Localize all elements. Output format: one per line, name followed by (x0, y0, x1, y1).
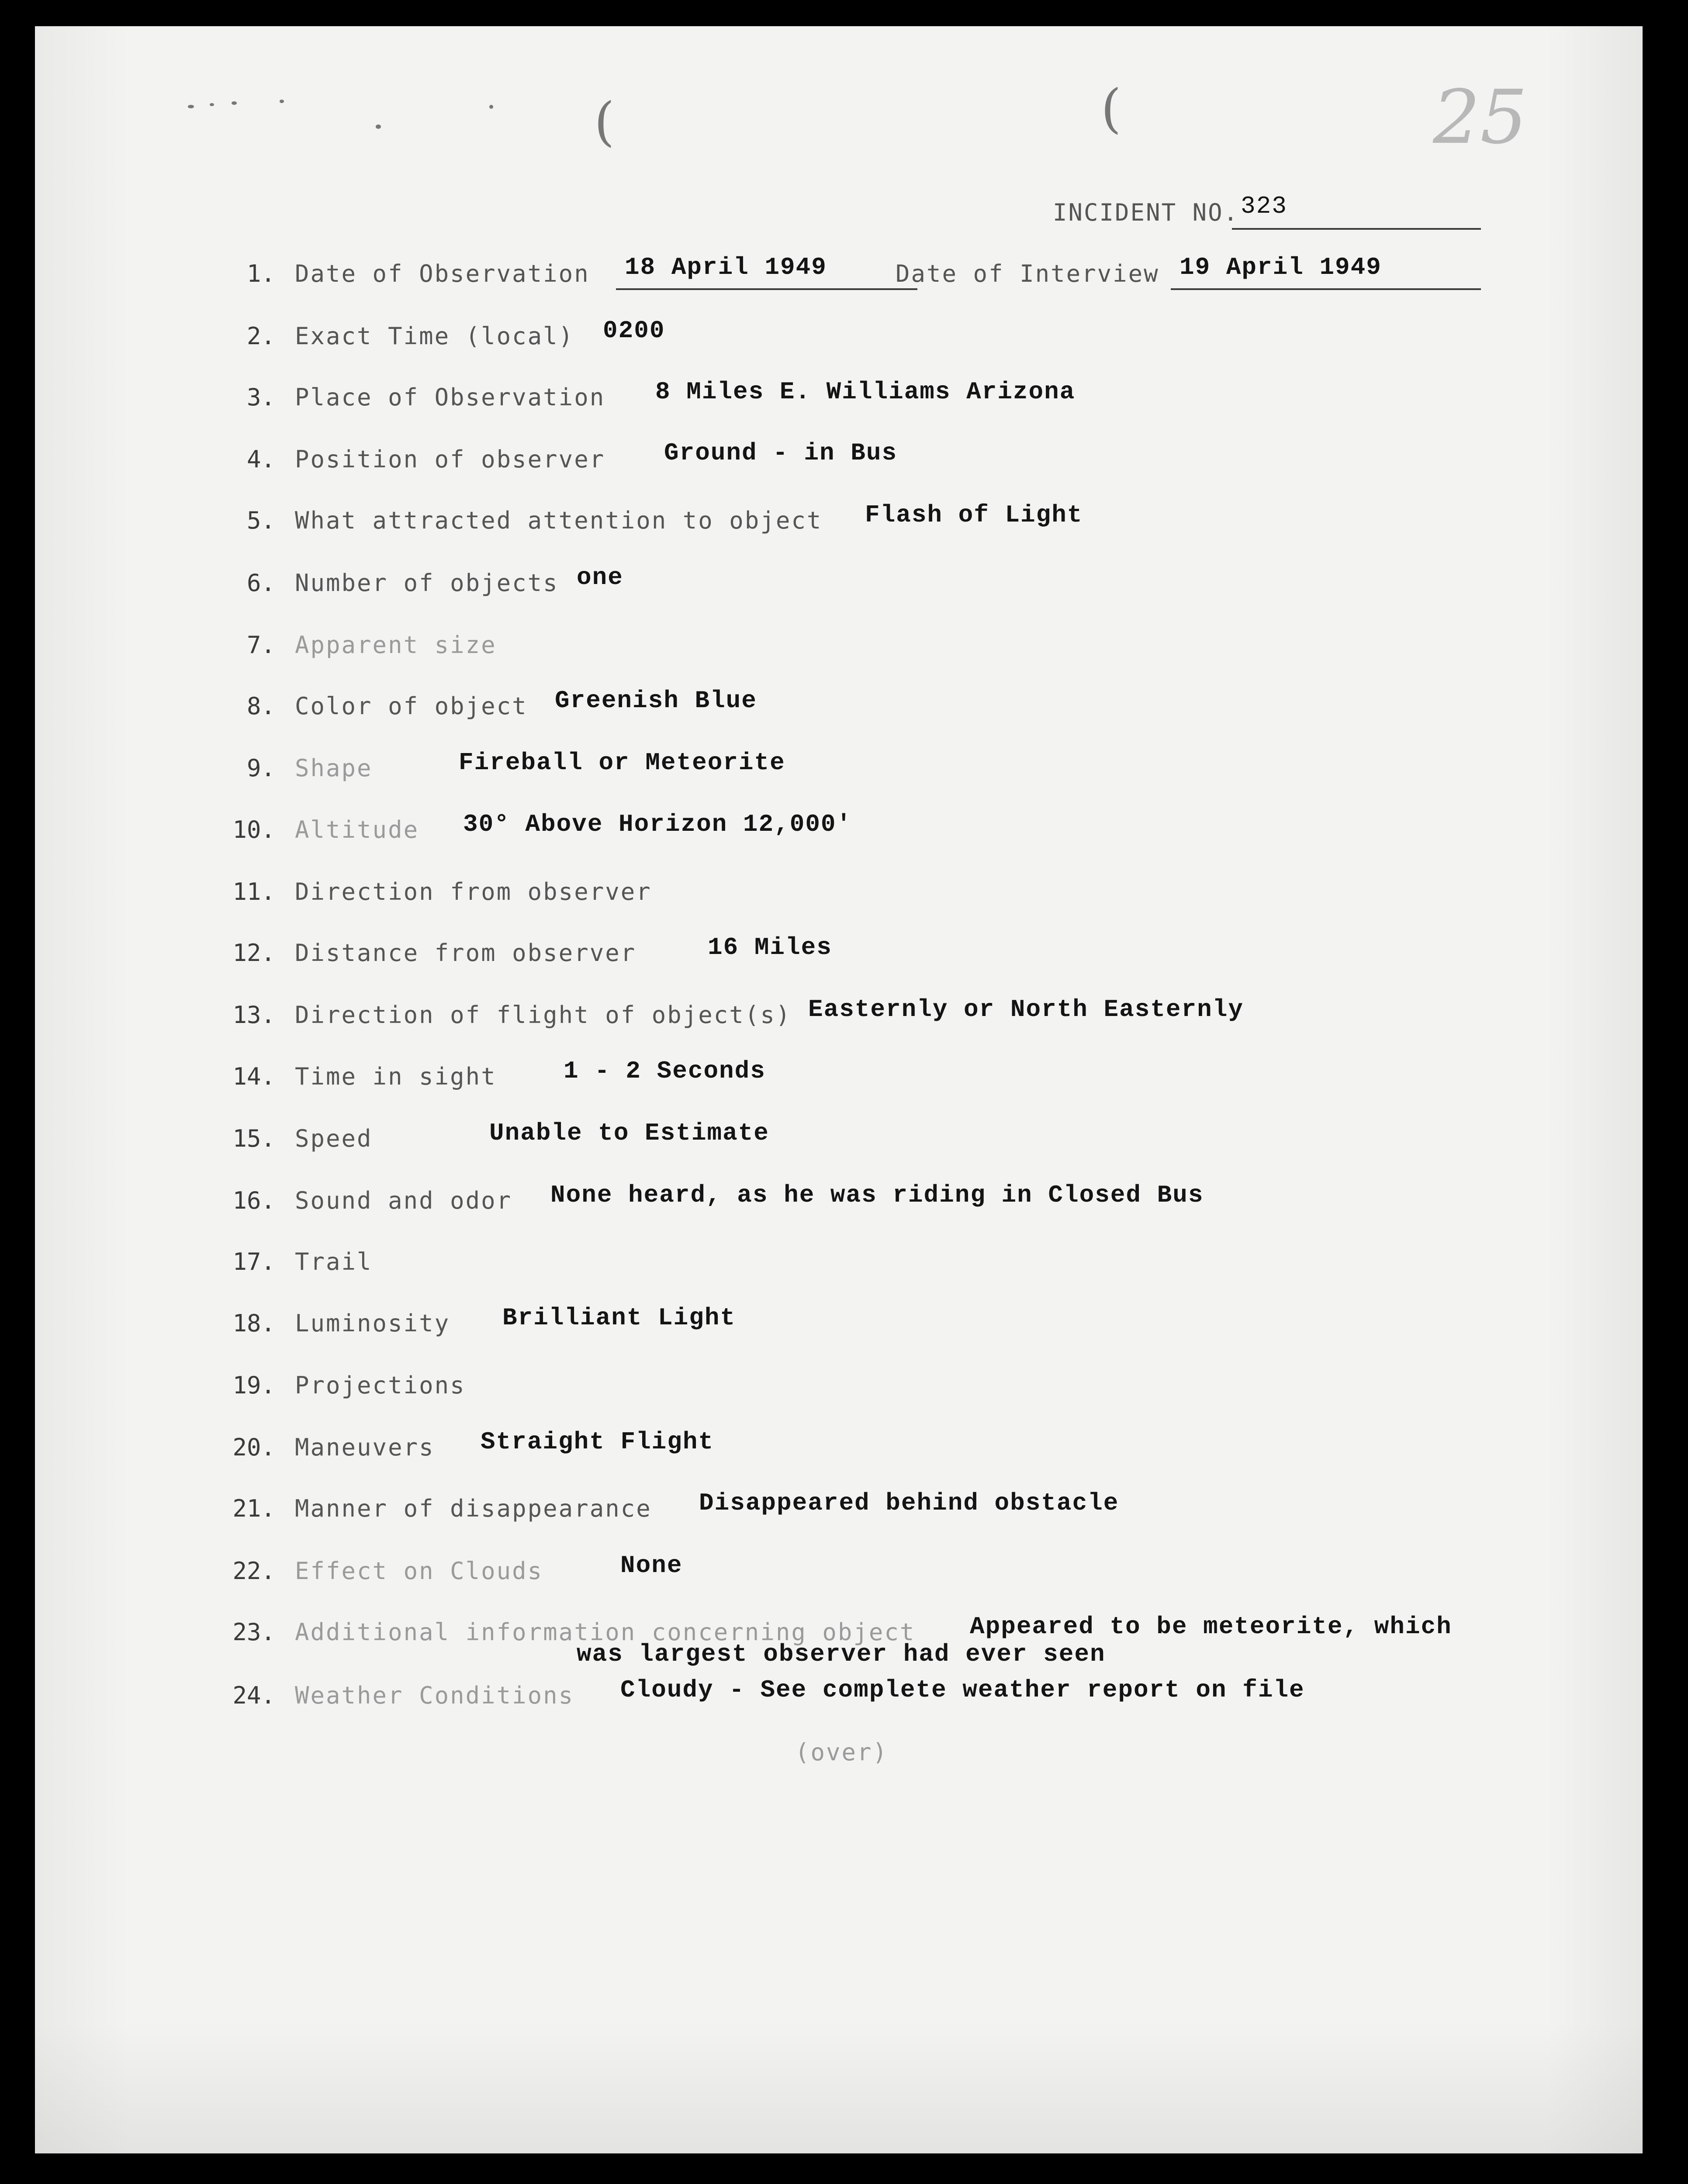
field-value-additional-information-continued: was largest observer had ever seen (577, 1640, 1106, 1668)
field-label-maneuvers: Maneuvers (295, 1434, 435, 1461)
field-value-color-of-object: Greenish Blue (555, 687, 757, 715)
field-value-direction-of-flight: Easternly or North Easternly (808, 995, 1244, 1023)
field-number: 16. (232, 1187, 275, 1214)
field-label-sound-and-odor: Sound and odor (295, 1187, 512, 1214)
field-label-apparent-size: Apparent size (295, 631, 497, 659)
field-label-weather-conditions: Weather Conditions (295, 1682, 574, 1709)
scan-speck (232, 101, 237, 105)
field-label-exact-time: Exact Time (local) (295, 322, 574, 350)
field-label-manner-of-disappearance: Manner of disappearance (295, 1495, 652, 1522)
field-value-altitude: 30° Above Horizon 12,000' (463, 810, 852, 838)
field-value-sound-and-odor: None heard, as he was riding in Closed Bus (550, 1181, 1204, 1209)
document-page (35, 26, 1643, 2153)
field-label-date-of-observation: Date of Observation (295, 260, 590, 287)
field-number: 13. (232, 1001, 275, 1029)
scan-speck (489, 105, 493, 109)
field-number: 21. (232, 1495, 275, 1522)
field-value-number-of-objects: one (577, 563, 623, 591)
field-number: 3. (246, 384, 275, 411)
incident-number-value: 323 (1241, 192, 1287, 220)
field-number: 23. (232, 1618, 275, 1646)
scan-speck (188, 105, 194, 108)
field-number: 20. (232, 1434, 275, 1461)
field-number: 8. (246, 692, 275, 720)
field-label-additional-information: Additional information concerning object (295, 1618, 916, 1646)
field-value-maneuvers: Straight Flight (481, 1428, 714, 1456)
field-value-distance-from-observer: 16 Miles (708, 933, 832, 961)
field-number: 24. (232, 1682, 275, 1709)
field-number: 7. (246, 631, 275, 659)
field-label-direction-of-flight: Direction of flight of object(s) (295, 1001, 792, 1029)
field-label-time-in-sight: Time in sight (295, 1063, 497, 1090)
field-value-what-attracted-attention: Flash of Light (865, 501, 1083, 529)
field-number: 19. (232, 1372, 275, 1399)
date-of-observation-underline (616, 288, 917, 290)
field-label-speed: Speed (295, 1125, 373, 1152)
field-label-altitude: Altitude (295, 816, 419, 843)
field-number: 1. (246, 260, 275, 287)
scan-bottom-stain (35, 2022, 1643, 2153)
field-number: 4. (246, 446, 275, 473)
field-number: 11. (232, 878, 275, 905)
field-value-date-of-observation: 18 April 1949 (625, 253, 827, 281)
field-number: 17. (232, 1248, 275, 1275)
field-number: 2. (246, 322, 275, 350)
incident-number-underline (1232, 228, 1481, 230)
field-value-time-in-sight: 1 - 2 Seconds (564, 1057, 766, 1085)
field-number: 5. (246, 507, 275, 534)
field-label-what-attracted-attention: What attracted attention to object (295, 507, 823, 534)
field-value-date-of-interview: 19 April 1949 (1180, 253, 1382, 281)
handwritten-page-number: 25 (1433, 74, 1528, 161)
field-label-effect-on-clouds: Effect on Clouds (295, 1557, 543, 1585)
field-number: 10. (232, 816, 275, 843)
field-value-speed: Unable to Estimate (489, 1119, 769, 1147)
field-value-manner-of-disappearance: Disappeared behind obstacle (699, 1489, 1119, 1517)
field-label-luminosity: Luminosity (295, 1310, 450, 1337)
field-number: 6. (246, 569, 275, 597)
scan-speck (210, 103, 214, 106)
field-value-effect-on-clouds: None (620, 1552, 683, 1579)
field-number: 18. (232, 1310, 275, 1337)
field-value-weather-conditions: Cloudy - See complete weather report on file (620, 1676, 1305, 1704)
scan-speck (376, 124, 381, 129)
field-number: 15. (232, 1125, 275, 1152)
field-label-shape: Shape (295, 754, 373, 782)
punch-hole-mark: ( (594, 92, 615, 152)
field-value-additional-information: Appeared to be meteorite, which (970, 1613, 1452, 1641)
field-label-distance-from-observer: Distance from observer (295, 939, 636, 967)
field-number: 12. (232, 939, 275, 967)
date-of-interview-underline (1171, 288, 1481, 290)
incident-number-label: INCIDENT NO. (1053, 199, 1239, 226)
field-label-projections: Projections (295, 1372, 466, 1399)
field-value-place-of-observation: 8 Miles E. Williams Arizona (655, 378, 1076, 406)
field-label-color-of-object: Color of object (295, 692, 528, 720)
punch-hole-mark: ( (1101, 79, 1121, 139)
field-value-luminosity: Brilliant Light (502, 1304, 736, 1332)
field-number: 22. (232, 1557, 275, 1585)
field-label-place-of-observation: Place of Observation (295, 384, 605, 411)
field-label-date-of-interview: Date of Interview (896, 260, 1159, 287)
field-label-position-of-observer: Position of observer (295, 446, 605, 473)
field-label-trail: Trail (295, 1248, 373, 1275)
scan-speck (280, 100, 284, 103)
field-value-shape: Fireball or Meteorite (459, 749, 785, 777)
field-label-number-of-objects: Number of objects (295, 569, 559, 597)
field-value-exact-time: 0200 (603, 317, 665, 345)
over-note: (over) (795, 1738, 889, 1766)
field-label-direction-from-observer: Direction from observer (295, 878, 652, 905)
field-value-position-of-observer: Ground - in Bus (664, 439, 898, 467)
field-number: 14. (232, 1063, 275, 1090)
field-number: 9. (246, 754, 275, 782)
